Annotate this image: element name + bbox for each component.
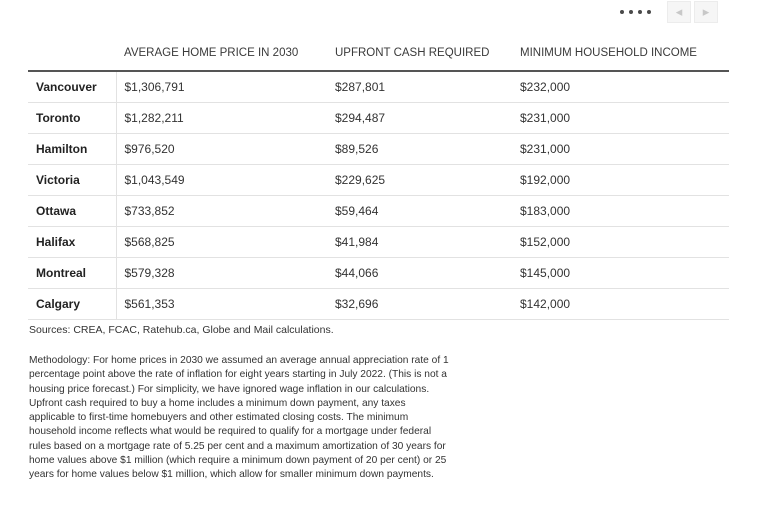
table-row — [28, 103, 729, 134]
header-minimum-income: MINIMUM HOUSEHOLD INCOME — [512, 36, 729, 71]
table-row — [28, 258, 729, 289]
city-cell: Halifax — [28, 227, 116, 258]
header-row — [28, 36, 729, 71]
chevron-left-icon: ◂ — [675, 4, 683, 19]
city-cell: Ottawa — [28, 196, 116, 227]
price-cell: $976,520 — [116, 134, 327, 165]
cash-cell: $59,464 — [327, 196, 512, 227]
price-cell: $561,353 — [116, 289, 327, 320]
header-average-home-price: AVERAGE HOME PRICE IN 2030 — [116, 36, 327, 71]
income-cell: $231,000 — [512, 103, 729, 134]
income-cell: $231,000 — [512, 134, 729, 165]
prev-button[interactable] — [667, 1, 691, 23]
housing-table — [28, 36, 729, 320]
price-cell: $1,282,211 — [116, 103, 327, 134]
methodology-note: Methodology: For home prices in 2030 we assumed an average annual appreciation rate of 1 percentage point above the rate of inflation for eight years starting in July 2022. (This is not a housing price forecast.) For simplicity, we have ignored wage inflation in our calculations. Upfront cash required to buy a home includes a minimum down payment, any taxes applicable to first-time homebuyers and other estimated closing costs. The minimum household income reflects what would be required to qualify for a mortgage under federal rules based on a mortgage rate of 5.25 per cent and a maximum amortization of 30 years for home values above $1 million (which require a minimum down payment of 20 per cent) or 25 years for home values below $1 million, which allow for smaller minimum down payments. — [29, 355, 449, 481]
table-row — [28, 196, 729, 227]
price-cell: $733,852 — [116, 196, 327, 227]
city-cell: Hamilton — [28, 134, 116, 165]
cash-cell: $32,696 — [327, 289, 512, 320]
city-cell: Victoria — [28, 165, 116, 196]
city-cell: Vancouver — [28, 71, 116, 103]
price-cell: $1,043,549 — [116, 165, 327, 196]
sources-note: Sources: CREA, FCAC, Ratehub.ca, Globe and Mail calculations. — [29, 324, 334, 336]
income-cell: $145,000 — [512, 258, 729, 289]
cash-cell: $89,526 — [327, 134, 512, 165]
city-cell: Calgary — [28, 289, 116, 320]
income-cell: $232,000 — [512, 71, 729, 103]
dot — [638, 10, 642, 14]
more-dots-icon[interactable] — [620, 10, 651, 14]
dot — [629, 10, 633, 14]
income-cell: $152,000 — [512, 227, 729, 258]
dot — [620, 10, 624, 14]
city-cell: Montreal — [28, 258, 116, 289]
price-cell: $568,825 — [116, 227, 327, 258]
price-cell: $579,328 — [116, 258, 327, 289]
city-cell: Toronto — [28, 103, 116, 134]
table-row — [28, 289, 729, 320]
cash-cell: $41,984 — [327, 227, 512, 258]
table-row — [28, 134, 729, 165]
income-cell: $192,000 — [512, 165, 729, 196]
cash-cell: $229,625 — [327, 165, 512, 196]
table-navigation — [620, 2, 718, 22]
cash-cell: $287,801 — [327, 71, 512, 103]
price-cell: $1,306,791 — [116, 71, 327, 103]
income-cell: $183,000 — [512, 196, 729, 227]
cash-cell: $294,487 — [327, 103, 512, 134]
income-cell: $142,000 — [512, 289, 729, 320]
dot — [647, 10, 651, 14]
table-row — [28, 227, 729, 258]
chevron-right-icon: ▸ — [702, 4, 710, 19]
header-city — [28, 36, 116, 71]
cash-cell: $44,066 — [327, 258, 512, 289]
table-row — [28, 165, 729, 196]
table-row — [28, 71, 729, 103]
next-button[interactable] — [694, 1, 718, 23]
header-upfront-cash: UPFRONT CASH REQUIRED — [327, 36, 512, 71]
